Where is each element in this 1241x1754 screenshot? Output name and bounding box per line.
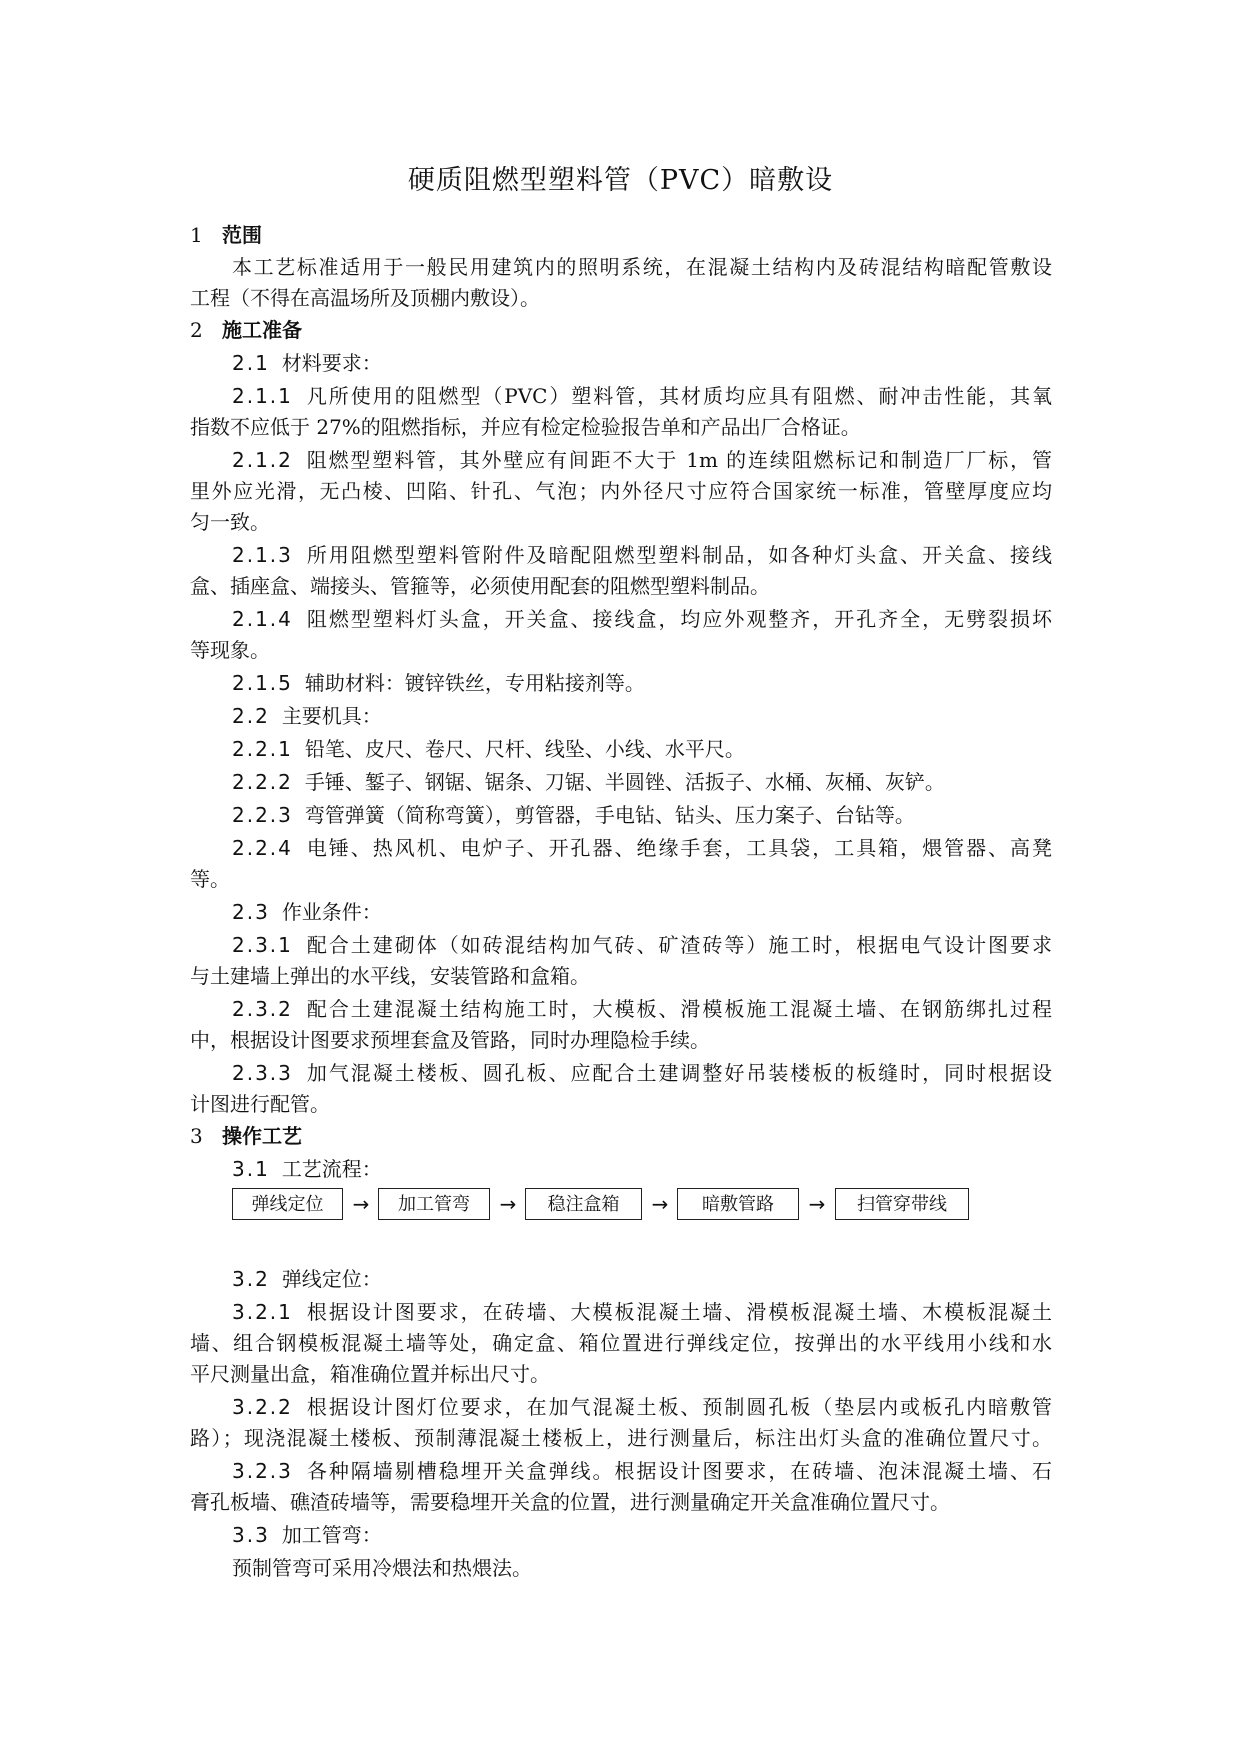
item-text: 辅助材料：镀锌铁丝，专用粘接剂等。 — [304, 671, 645, 695]
section-number: 3 — [190, 1124, 203, 1148]
item-text: 配合土建混凝土结构施工时，大模板、滑模板施工混凝土墙、在钢筋绑扎过程 — [304, 997, 1052, 1021]
item-number: 2.2.2 — [232, 770, 293, 794]
flow-arrow: → — [499, 1192, 517, 1216]
item-number: 3.2 — [232, 1267, 270, 1291]
item-number: 2.2.1 — [232, 737, 293, 761]
item-number: 2.1.2 — [232, 448, 293, 472]
flow-step: 稳注盒箱 — [525, 1188, 642, 1220]
subsection-3-2 — [232, 1266, 382, 1292]
item-text: 弯管弹簧（简称弯簧），剪管器，手电钻、钻头、压力案子、台钻等。 — [304, 803, 915, 827]
section-heading-2 — [190, 317, 302, 343]
paragraph-line: 本工艺标准适用于一般民用建筑内的照明系统，在混凝土结构内及砖混结构暗配管敷设 — [232, 255, 1052, 279]
item-text: 根据设计图灯位要求，在加气混凝土板、预制圆孔板（垫层内或板孔内暗敷管 — [304, 1395, 1052, 1419]
paragraph-line: 工程（不得在高温场所及顶棚内敷设）。 — [190, 286, 540, 310]
item-number: 2.3.3 — [232, 1061, 293, 1085]
item-text: 主要机具： — [281, 704, 382, 728]
item-2-1-5 — [232, 670, 645, 696]
paragraph-line: 盒、插座盒、端接头、管箍等，必须使用配套的阻燃型塑料制品。 — [190, 574, 770, 598]
item-number: 2.1.5 — [232, 671, 293, 695]
item-number: 2.1.3 — [232, 543, 293, 567]
flow-arrow: → — [651, 1192, 669, 1216]
item-3-2-1 — [232, 1299, 1052, 1325]
item-text: 阻燃型塑料管，其外壁应有间距不大于 1m 的连续阻燃标记和制造厂厂标，管 — [304, 448, 1052, 472]
item-number: 2.3 — [232, 900, 270, 924]
item-number: 3.3 — [232, 1523, 270, 1547]
flow-arrow: → — [352, 1192, 370, 1216]
item-number: 3.2.1 — [232, 1300, 293, 1324]
item-text: 工艺流程： — [281, 1157, 382, 1181]
item-number: 3.2.2 — [232, 1395, 293, 1419]
paragraph-line: 指数不应低于 27%的阻燃指标，并应有检定检验报告单和产品出厂合格证。 — [190, 415, 861, 439]
subsection-2-2 — [232, 703, 382, 729]
flow-step: 扫管穿带线 — [835, 1188, 969, 1220]
item-text: 加工管弯： — [281, 1523, 382, 1547]
subsection-3-3 — [232, 1522, 382, 1548]
flow-step: 暗敷管路 — [677, 1188, 799, 1220]
item-2-2-2 — [232, 769, 945, 795]
section-title: 施工准备 — [222, 318, 302, 342]
item-text: 凡所使用的阻燃型（PVC）塑料管，其材质均应具有阻燃、耐冲击性能，其氧 — [304, 384, 1052, 408]
section-title: 操作工艺 — [222, 1124, 302, 1148]
item-number: 2.3.1 — [232, 933, 293, 957]
item-2-2-4 — [232, 835, 1052, 861]
paragraph-line: 与土建墙上弹出的水平线，安装管路和盒箱。 — [190, 964, 590, 988]
item-2-2-1 — [232, 736, 745, 762]
item-2-3-3 — [232, 1060, 1052, 1086]
item-text: 配合土建砌体（如砖混结构加气砖、矿渣砖等）施工时，根据电气设计图要求 — [304, 933, 1052, 957]
item-2-2-3 — [232, 802, 915, 828]
paragraph-line: 预制管弯可采用冷煨法和热煨法。 — [232, 1556, 532, 1580]
item-2-3-2 — [232, 996, 1052, 1022]
page-title: 硬质阻燃型塑料管（PVC）暗敷设 — [407, 165, 834, 196]
item-text: 各种隔墙剔槽稳埋开关盒弹线。根据设计图要求，在砖墙、泡沫混凝土墙、石 — [304, 1459, 1052, 1483]
section-heading-3 — [190, 1123, 302, 1149]
item-3-2-2 — [232, 1394, 1052, 1420]
item-text: 弹线定位： — [281, 1267, 382, 1291]
item-number: 2.2 — [232, 704, 270, 728]
item-number: 2.1 — [232, 351, 270, 375]
item-text: 阻燃型塑料灯头盒，开关盒、接线盒，均应外观整齐，开孔齐全，无劈裂损坏 — [304, 607, 1052, 631]
paragraph-line: 中，根据设计图要求预埋套盒及管路，同时办理隐检手续。 — [190, 1028, 710, 1052]
section-title: 范围 — [222, 223, 262, 247]
item-number: 2.1.1 — [232, 384, 293, 408]
section-number: 2 — [190, 318, 203, 342]
paragraph-line: 计图进行配管。 — [190, 1092, 330, 1116]
paragraph-line: 等现象。 — [190, 638, 270, 662]
item-number: 2.3.2 — [232, 997, 293, 1021]
item-3-2-3 — [232, 1458, 1052, 1484]
item-number: 2.2.3 — [232, 803, 293, 827]
item-2-3-1 — [232, 932, 1052, 958]
subsection-2-1 — [232, 350, 382, 376]
paragraph-line: 匀一致。 — [190, 510, 270, 534]
paragraph-line: 里外应光滑，无凸棱、凹陷、针孔、气泡；内外径尺寸应符合国家统一标准，管壁厚度应均 — [190, 479, 1052, 503]
paragraph-line: 墙、组合钢模板混凝土墙等处，确定盒、箱位置进行弹线定位，按弹出的水平线用小线和水 — [190, 1331, 1052, 1355]
section-heading-1 — [190, 222, 262, 248]
item-number: 3.2.3 — [232, 1459, 293, 1483]
subsection-3-1 — [232, 1156, 382, 1182]
item-number: 2.1.4 — [232, 607, 293, 631]
flow-arrow: → — [808, 1192, 826, 1216]
item-2-1-1 — [232, 383, 1052, 409]
item-text: 电锤、热风机、电炉子、开孔器、绝缘手套，工具袋，工具箱，煨管器、高凳 — [304, 836, 1052, 860]
item-2-1-3 — [232, 542, 1052, 568]
item-text: 所用阻燃型塑料管附件及暗配阻燃型塑料制品，如各种灯头盒、开关盒、接线 — [304, 543, 1052, 567]
item-text: 手锤、錾子、钢锯、锯条、刀锯、半圆锉、活扳子、水桶、灰桶、灰铲。 — [304, 770, 945, 794]
paragraph-line: 路）；现浇混凝土楼板、预制薄混凝土楼板上，进行测量后，标注出灯头盒的准确位置尺寸。 — [190, 1426, 1052, 1450]
item-text: 根据设计图要求，在砖墙、大模板混凝土墙、滑模板混凝土墙、木模板混凝土 — [304, 1300, 1052, 1324]
item-text: 铅笔、皮尺、卷尺、尺杆、线坠、小线、水平尺。 — [304, 737, 745, 761]
item-number: 3.1 — [232, 1157, 270, 1181]
item-text: 加气混凝土楼板、圆孔板、应配合土建调整好吊装楼板的板缝时，同时根据设 — [304, 1061, 1052, 1085]
section-number: 1 — [190, 223, 203, 247]
subsection-2-3 — [232, 899, 382, 925]
item-2-1-4 — [232, 606, 1052, 632]
item-2-1-2 — [232, 447, 1052, 473]
paragraph-line: 膏孔板墙、礁渣砖墙等，需要稳埋开关盒的位置，进行测量确定开关盒准确位置尺寸。 — [190, 1490, 950, 1514]
item-text: 作业条件： — [281, 900, 382, 924]
item-number: 2.2.4 — [232, 836, 293, 860]
item-text: 材料要求： — [281, 351, 382, 375]
flow-step: 弹线定位 — [232, 1188, 343, 1220]
paragraph-line: 等。 — [190, 867, 230, 891]
flow-step: 加工管弯 — [378, 1188, 490, 1220]
paragraph-line: 平尺测量出盒，箱准确位置并标出尺寸。 — [190, 1362, 550, 1386]
